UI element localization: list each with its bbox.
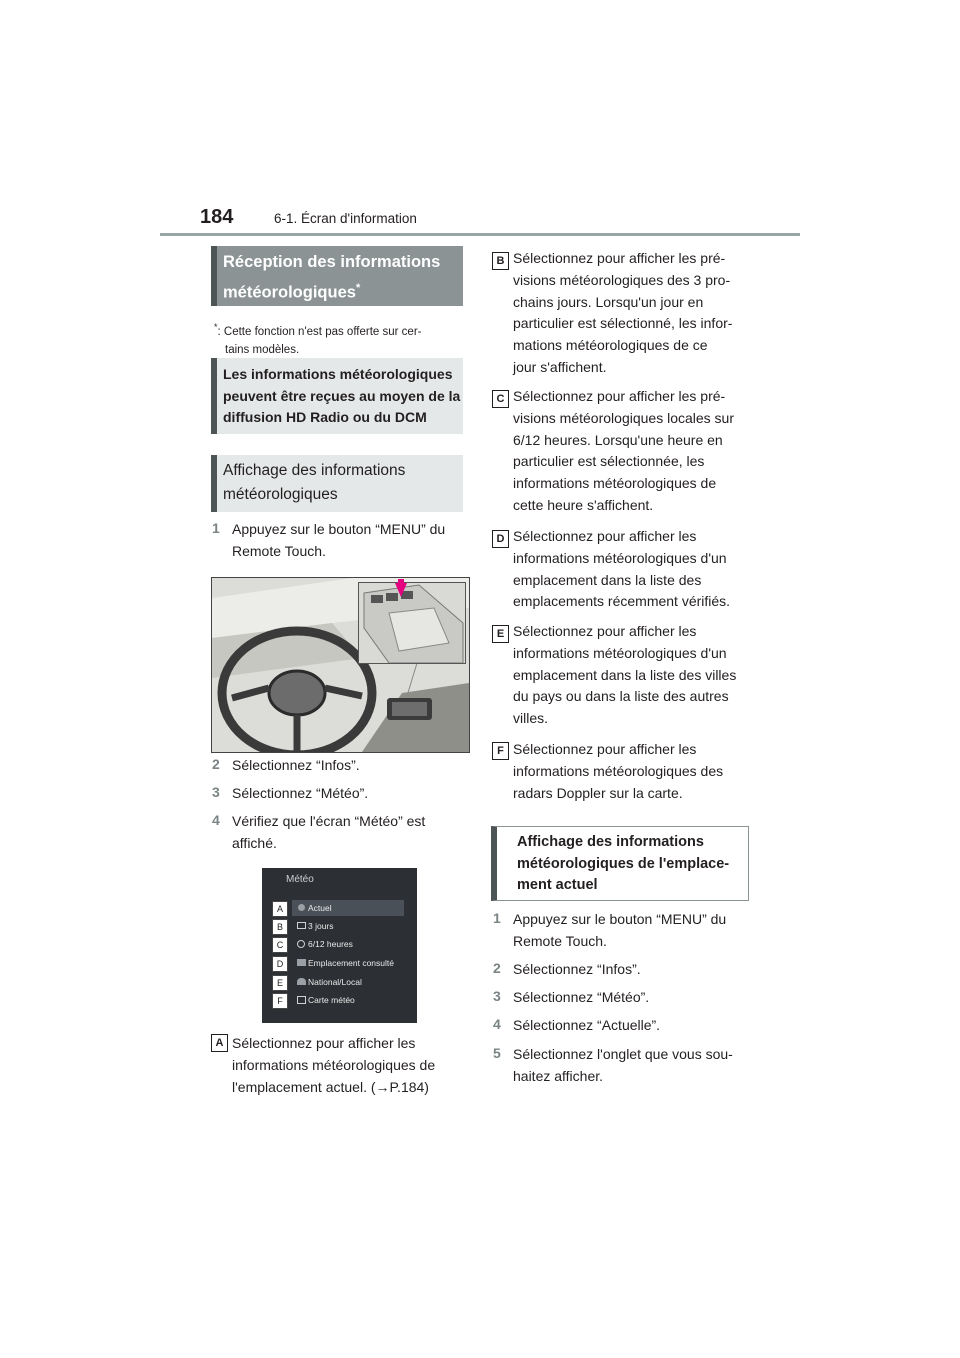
desc-c-line4: particulier est sélectionnée, les (513, 453, 705, 470)
sub-heading-2-line2: météorologiques de l'emplace- (517, 855, 730, 872)
weather-screen (262, 868, 417, 1023)
step-4-line2: affiché. (232, 834, 277, 851)
step-number: 4 (212, 812, 220, 828)
desc-b-line4: particulier est sélectionné, les infor- (513, 315, 733, 332)
description-a (232, 1033, 435, 1098)
remote-touch-illustration (359, 583, 465, 663)
step-text (513, 987, 649, 1009)
step-text (513, 959, 641, 981)
desc-e-line1: Sélectionnez pour afficher les (513, 623, 697, 639)
step-number: 2 (493, 960, 501, 976)
national-icon (297, 978, 306, 985)
header-rule (160, 233, 800, 236)
screen-item-6-12-heures[interactable]: 6/12 heures (308, 939, 353, 949)
footnote-line2: tains modèles. (225, 343, 300, 356)
desc-e-line3: emplacement dans la liste des villes (513, 666, 737, 683)
step-text (232, 783, 368, 805)
sub-heading-2-line3: ment actuel (517, 877, 598, 893)
desc-c-line1: Sélectionnez pour afficher les pré- (513, 388, 726, 404)
desc-b-line1: Sélectionnez pour afficher les pré- (513, 250, 726, 266)
step-text (513, 1015, 660, 1037)
section-title-line1: Réception des informations (223, 253, 441, 271)
chapter-title: 6-1. Écran d'information (274, 211, 417, 226)
r-step-4-line1: Sélectionnez “Actuelle”. (513, 1017, 661, 1033)
label-box: A (211, 1034, 228, 1052)
r-step-5-line2: haitez afficher. (513, 1067, 604, 1084)
section-title-mark: * (355, 282, 361, 294)
step-text (232, 519, 445, 563)
section-title-line2: météorologiques (223, 283, 356, 302)
photo-inset (358, 582, 466, 664)
step-number: 3 (493, 988, 501, 1004)
info-box (211, 358, 463, 434)
desc-f-line3: radars Doppler sur la carte. (513, 784, 683, 801)
screen-item-actuel[interactable]: Actuel (308, 903, 332, 913)
step-text (232, 755, 360, 777)
info-box-line1: Les informations météorologiques (223, 366, 453, 382)
label-box: B (492, 252, 509, 270)
footnote-mark: * (214, 322, 218, 332)
desc-f-line1: Sélectionnez pour afficher les (513, 741, 697, 757)
screen-tab[interactable]: B (272, 919, 288, 935)
step-text (513, 909, 726, 953)
desc-d-line3: emplacement dans la liste des (513, 571, 702, 588)
label-box: F (492, 742, 509, 760)
screen-tab[interactable]: C (272, 937, 288, 953)
step-1-line2: Remote Touch. (232, 542, 326, 559)
desc-d-line4: emplacements récemment vérifiés. (513, 593, 731, 610)
dashboard-photo (211, 577, 470, 753)
desc-e-line4: du pays ou dans la liste des autres (513, 688, 729, 705)
step-text (513, 1044, 733, 1088)
r-step-2-line1: Sélectionnez “Infos”. (513, 961, 641, 977)
arrow-icon: → (375, 1078, 390, 1095)
r-step-1-line1: Appuyez sur le bouton “MENU” du (513, 911, 727, 927)
screen-tab[interactable]: A (272, 901, 288, 917)
footnote (214, 318, 422, 359)
step-number: 3 (212, 784, 220, 800)
screen-item-3-jours[interactable]: 3 jours (308, 921, 334, 931)
step-number: 1 (493, 910, 501, 926)
step-number: 1 (212, 520, 220, 536)
desc-a-line1: Sélectionnez pour afficher les (232, 1035, 416, 1051)
label-box: E (492, 625, 509, 643)
description-f (513, 739, 723, 804)
sub-heading-1-line1: Affichage des informations (223, 462, 406, 479)
info-box-line3: diffusion HD Radio ou du DCM (223, 409, 427, 425)
desc-e-line5: villes. (513, 710, 549, 727)
screen-item-emplacement[interactable]: Emplacement consulté (308, 958, 394, 968)
desc-c-line2: visions météorologiques locales sur (513, 409, 734, 426)
description-d (513, 526, 730, 613)
desc-b-line2: visions météorologiques des 3 pro- (513, 271, 731, 288)
section-title (211, 246, 463, 306)
description-c (513, 386, 734, 517)
desc-b-line5: mations météorologiques de ce (513, 337, 708, 354)
step-2-line1: Sélectionnez “Infos”. (232, 757, 360, 773)
desc-a-line2: informations météorologiques de (232, 1056, 436, 1073)
desc-b-line6: jour s'affichent. (513, 358, 607, 375)
sub-heading-current-location (491, 826, 749, 901)
pointer-stem-icon (398, 579, 404, 587)
description-e (513, 621, 736, 730)
page-ref-link[interactable]: P.184) (389, 1078, 429, 1095)
step-number: 4 (493, 1016, 501, 1032)
desc-e-line2: informations météorologiques d'un (513, 644, 727, 661)
screen-tab[interactable]: E (272, 975, 288, 991)
label-box: C (492, 390, 509, 408)
footnote-line1: : Cette fonction n'est pas offerte sur cer- (217, 325, 422, 338)
r-step-3-line1: Sélectionnez “Météo”. (513, 989, 650, 1005)
screen-item-national-local[interactable]: National/Local (308, 977, 362, 987)
label-box: D (492, 530, 509, 548)
desc-f-line2: informations météorologiques des (513, 762, 724, 779)
desc-b-line3: chains jours. Lorsqu'un jour en (513, 293, 704, 310)
map-icon (297, 996, 306, 1004)
screen-tab[interactable]: D (272, 956, 288, 972)
desc-c-line3: 6/12 heures. Lorsqu'une heure en (513, 431, 723, 448)
sub-heading-1-line2: météorologiques (223, 486, 338, 503)
step-text (232, 811, 425, 855)
step-3-line1: Sélectionnez “Météo”. (232, 785, 369, 801)
step-number: 5 (493, 1045, 501, 1061)
step-1-line1: Appuyez sur le bouton “MENU” du (232, 521, 446, 537)
desc-c-line6: cette heure s'affichent. (513, 496, 654, 513)
sub-heading-display (211, 455, 463, 512)
r-step-1-line2: Remote Touch. (513, 932, 607, 949)
desc-a-line3: l'emplacement actuel. ( (232, 1078, 376, 1095)
desc-c-line5: informations météorologiques de (513, 475, 717, 492)
desc-d-line2: informations météorologiques d'un (513, 549, 727, 566)
desc-d-line1: Sélectionnez pour afficher les (513, 528, 697, 544)
page-number: 184 (200, 206, 234, 228)
current-location-icon (298, 904, 305, 911)
info-box-line2: peuvent être reçues au moyen de la (223, 387, 461, 404)
calendar-icon (297, 922, 306, 929)
sub-heading-2-line1: Affichage des informations (517, 834, 704, 850)
step-number: 2 (212, 756, 220, 772)
screen-item-carte-meteo[interactable]: Carte météo (308, 995, 355, 1005)
sun-icon (297, 940, 305, 948)
screen-title: Météo (286, 874, 314, 885)
r-step-5-line1: Sélectionnez l'onglet que vous sou- (513, 1046, 733, 1062)
step-4-line1: Vérifiez que l'écran “Météo” est (232, 813, 426, 829)
description-b (513, 248, 732, 379)
screen-tab[interactable]: F (272, 993, 288, 1009)
history-icon (297, 959, 306, 966)
